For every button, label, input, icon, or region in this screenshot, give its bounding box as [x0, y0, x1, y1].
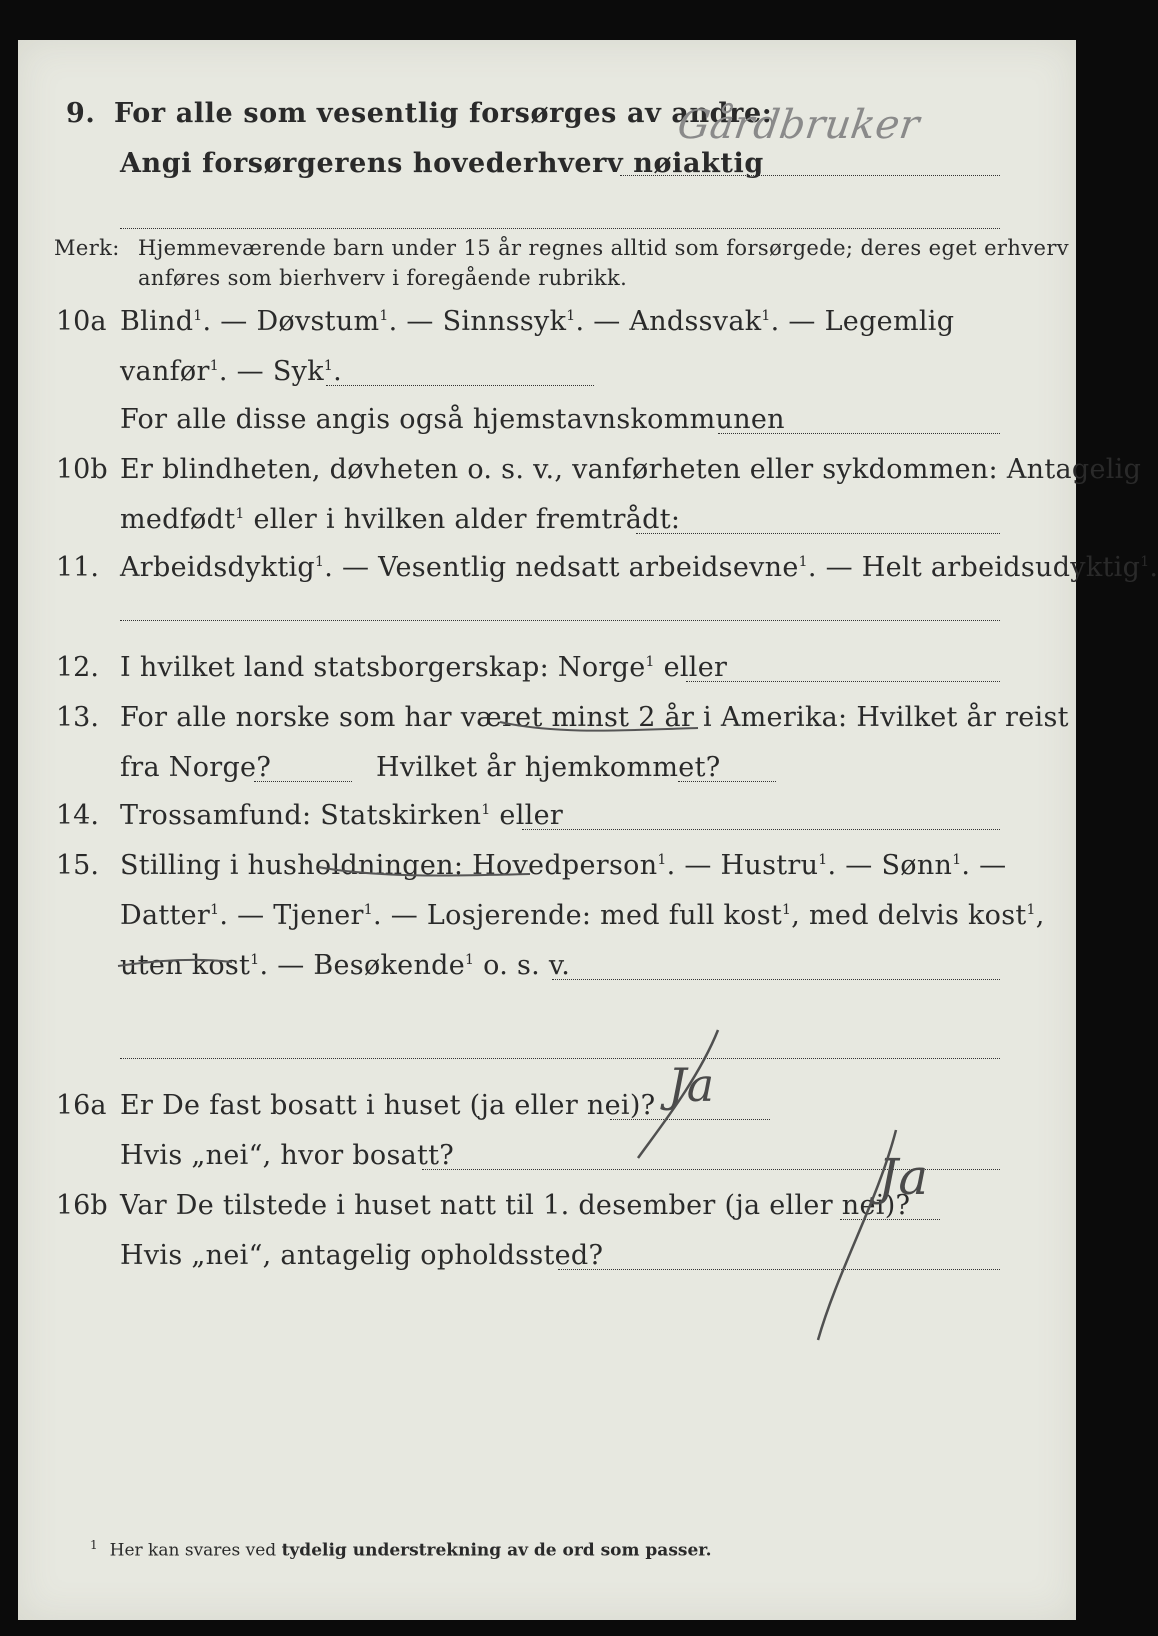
q13-line2b: Hvilket år hjemkommet? [376, 752, 721, 783]
q16a-handwritten-answer: Ja [668, 1058, 715, 1112]
q16a-number: 16a [56, 1090, 107, 1121]
q15-answer-line [552, 979, 1000, 980]
q10b-number: 10b [56, 454, 108, 485]
q12-norge: Norge [557, 652, 646, 683]
q16a-line2: Hvis „nei“, hvor bosatt? [120, 1140, 455, 1171]
census-form-page [18, 40, 1158, 1620]
q14-number: 14. [56, 800, 99, 831]
q9-line1: For alle som vesentlig forsørges av andre: [114, 98, 773, 129]
q12-line: I hvilket land statsborgerskap: Norge$^1$ eller [120, 652, 728, 683]
footnote: $^1$ Her kan svares ved tydelig understrekning av de ord som passer. [90, 1538, 712, 1561]
q11-extra-line [120, 620, 1000, 621]
merk-label: Merk: [54, 236, 120, 260]
q14-statskirken: Statskirken [320, 800, 482, 831]
q16b-number: 16b [56, 1190, 108, 1221]
merk-line1: Hjemmeværende barn under 15 år regnes alltid som forsørgede; deres eget erhverv [138, 236, 1070, 260]
q9-extra-line [120, 228, 1000, 229]
q15-line2: Datter$^1$. — Tjener$^1$. — Losjerende: med full kost$^1$, med delvis kost$^1$, [120, 900, 1045, 931]
q15-line3: uten kost$^1$. — Besøkende$^1$ o. s. v. [120, 950, 571, 981]
q9-answer-line [620, 175, 1000, 176]
q16b-answer-line [840, 1219, 940, 1220]
q10a-line2: vanfør$^1$. — Syk$^1$. [120, 356, 342, 387]
q9-line2: Angi forsørgerens hovederhverv nøiaktig [120, 148, 764, 179]
q9-handwritten-answer: Gårdbruker [674, 102, 923, 148]
merk-line2: anføres som bierhverv i foregående rubrikk. [138, 266, 628, 290]
q11-line1: Arbeidsdyktig$^1$. — Vesentlig nedsatt arbeidsevne$^1$. — Helt arbeidsudyktig$^1$. [120, 552, 1158, 583]
q10b-line1: Er blindheten, døvheten o. s. v., vanførheten eller sykdommen: Antagelig [120, 454, 1142, 485]
q15-datter: Datter [120, 900, 211, 931]
q14-answer-line [522, 829, 1000, 830]
q10b-alder-line [636, 533, 1000, 534]
q15-line1: Stilling i husholdningen: Hovedperson$^1$. — Hustru$^1$. — Sønn$^1$. — [120, 850, 1007, 881]
q16b-line1: Var De tilstede i huset natt til 1. desember (ja eller nei)? [120, 1190, 911, 1221]
q15-extra-line [120, 1058, 1000, 1059]
q13-reist-line [254, 781, 352, 782]
q13-hjemkommet-line [678, 781, 776, 782]
q13-number: 13. [56, 702, 99, 733]
q9-number: 9. [66, 98, 96, 129]
q10a-line3: For alle disse angis også hjemstavnskommunen [120, 404, 785, 435]
q10a-hjemstavn-line [718, 433, 1000, 434]
q16a-answer-line [610, 1119, 770, 1120]
q10a-line1: Blind$^1$. — Døvstum$^1$. — Sinnssyk$^1$. — Andssvak$^1$. — Legemlig [120, 306, 955, 337]
q10a-syk-line [326, 385, 594, 386]
q14-line: Trossamfund: Statskirken$^1$ eller [120, 800, 564, 831]
q12-answer-line [686, 681, 1000, 682]
q10a-number: 10a [56, 306, 107, 337]
q12-number: 12. [56, 652, 99, 683]
footnote-mark: 1 [90, 1538, 98, 1552]
q15-number: 15. [56, 850, 99, 881]
q13-line2a: fra Norge? [120, 752, 272, 783]
q16b-opholdssted-line [558, 1269, 1000, 1270]
q11-number: 11. [56, 552, 99, 583]
q16b-line2: Hvis „nei“, antagelig opholdssted? [120, 1240, 604, 1271]
q10b-line2: medfødt$^1$ eller i hvilken alder fremtrådt: [120, 504, 681, 535]
q13-line1: For alle norske som har været minst 2 år i Amerika: Hvilket år reist [120, 702, 1069, 733]
q16b-handwritten-answer: Ja [878, 1148, 929, 1206]
q16a-line1: Er De fast bosatt i huset (ja eller nei)? [120, 1090, 656, 1121]
